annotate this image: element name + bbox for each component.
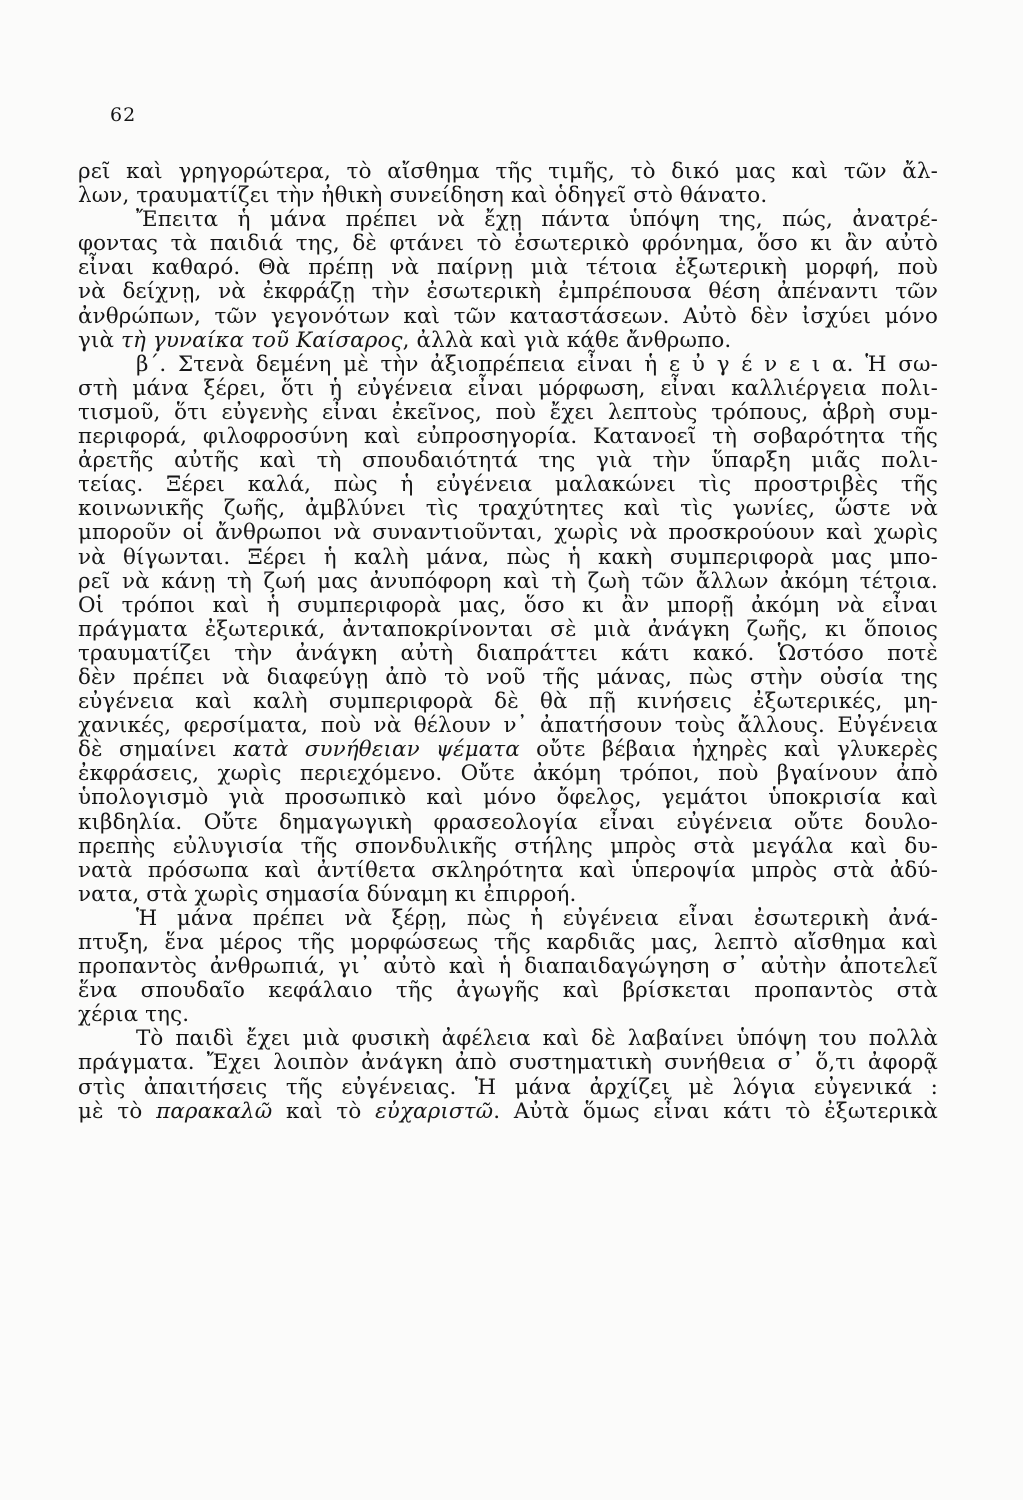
text-line: κοινωνικῆς ζωῆς, ἀμβλύνει τὶς τραχύτητες καὶ τὶς γωνίες, ὥστε νὰ xyxy=(78,496,938,522)
text-line: ἀρετῆς αὐτῆς καὶ τὴ σπουδαιότητά της γιὰ τὴν ὕπαρξη μιᾶς πολι- xyxy=(78,448,938,474)
text-line: πράγματα. Ἔχει λοιπὸν ἀνάγκη ἀπὸ συστηματικὴ συνήθεια σ᾽ ὅ,τι ἀφορᾷ xyxy=(78,1050,938,1076)
text-run: , ἀλλὰ καὶ γιὰ κάθε ἄνθρωπο. xyxy=(402,327,732,353)
text-run: δὲ σημαίνει xyxy=(78,737,234,763)
text-run: χανικές, φερσίματα, ποὺ νὰ θέλουν ν᾽ ἀπατήσουν τοὺς ἄλλους. Εὐγένεια xyxy=(78,713,938,739)
text-line: νατα, στὰ χωρὶς σημασία δύναμη κι ἐπιρροή. xyxy=(78,881,577,907)
text-line: πτυξη, ἕνα μέρος τῆς μορφώσεως τῆς καρδιᾶς μας, λεπτὸ αἴσθημα καὶ xyxy=(78,930,938,955)
text-line: πράγματα ἐξωτερικά, ἀνταποκρίνονται σὲ μιὰ ἀνάγκη ζωῆς, κι ὅποιος xyxy=(78,616,938,642)
italic-phrase: κατὰ συνήθειαν ψέματα xyxy=(233,737,520,763)
text-line: μποροῦν οἱ ἄνθρωποι νὰ συναντιοῦνται, χωρὶς νὰ προσκρούουν καὶ χωρὶς xyxy=(78,520,938,546)
text-line: τείας. Ξέρει καλά, πὼς ἡ εὐγένεια μαλακώνει τὶς προστριβὲς τῆς xyxy=(78,472,938,498)
text-line: ἕνα σπουδαῖο κεφάλαιο τῆς ἀγωγῆς καὶ βρίσκεται προπαντὸς στὰ xyxy=(78,978,938,1004)
text-line: φοντας τὰ παιδιά της, δὲ φτάνει τὸ ἐσωτερικὸ φρόνημα, ὅσο κι ἂν αὐτὸ xyxy=(78,231,938,257)
text-line: περιφορά, φιλοφροσύνη καὶ εὐπροσηγορία. Κατανοεῖ τὴ σοβαρότητα τῆς xyxy=(78,424,938,450)
text-line: νὰ θίγωνται. Ξέρει ἡ καλὴ μάνα, πὼς ἡ κακὴ συμπεριφορὰ μας μπο- xyxy=(78,544,938,570)
text-line xyxy=(78,329,938,353)
italic-phrase: εὐχαριστῶ xyxy=(375,1098,494,1124)
text-line: εἶναι καθαρό. Θὰ πρέπῃ νὰ παίρνῃ μιὰ τέτοια ἐξωτερικὴ μορφή, ποὺ xyxy=(78,255,938,281)
text-run: . Αὐτὰ ὅμως εἶναι κάτι τὸ ἐξωτερικὰ xyxy=(493,1098,939,1124)
text-line: χέρια της. xyxy=(78,1002,190,1028)
text-line: Οἱ τρόποι καὶ ἡ συμπεριφορὰ μας, ὅσο κι ἂν μπορῇ ἀκόμη νὰ εἶναι xyxy=(78,592,938,618)
text-line: νὰ δείχνῃ, νὰ ἐκφράζῃ τὴν ἐσωτερικὴ ἐμπρέπουσα θέση ἀπέναντι τῶν xyxy=(78,279,938,305)
text-line: ρεῖ καὶ γρηγορώτερα, τὸ αἴσθημα τῆς τιμῆς, τὸ δικό μας καὶ τῶν ἄλ- xyxy=(78,159,938,184)
text-line: Τὸ παιδὶ ἔχει μιὰ φυσικὴ ἀφέλεια καὶ δὲ λαβαίνει ὑπόψη του πολλὰ xyxy=(136,1026,938,1052)
text-line: κιβδηλία. Οὔτε δημαγωγικὴ φρασεολογία εἶναι εὐγένεια οὔτε δουλο- xyxy=(78,809,938,835)
text-line: στὴ μάνα ξέρει, ὅτι ἡ εὐγένεια εἶναι μόρφωση, εἶναι καλλιέργεια πολι- xyxy=(78,375,938,401)
body-text xyxy=(78,160,938,1124)
text-line: στὶς ἀπαιτήσεις τῆς εὐγένειας. Ἡ μάνα ἀρχίζει μὲ λόγια εὐγενικά : xyxy=(78,1074,938,1100)
text-line: β΄. Στενὰ δεμένη μὲ τὴν ἀξιοπρέπεια εἶναι ἡ ε ὐ γ έ ν ε ι α. Ἡ σω- xyxy=(136,351,938,377)
text-line: ρεῖ νὰ κάνῃ τὴ ζωή μας ἀνυπόφορη καὶ τὴ ζωὴ τῶν ἄλλων ἀκόμη τέτοια. xyxy=(78,568,938,594)
text-line xyxy=(78,738,938,762)
text-line xyxy=(78,714,938,738)
text-line: ἐκφράσεις, χωρὶς περιεχόμενο. Οὔτε ἀκόμη τρόποι, ποὺ βγαίνουν ἀπὸ xyxy=(78,761,938,787)
text-line: ἀνθρώπων, τῶν γεγονότων καὶ τῶν καταστάσεων. Αὐτὸ δὲν ἰσχύει μόνο xyxy=(78,303,938,329)
text-line: νατὰ πρόσωπα καὶ ἀντίθετα σκληρότητα καὶ ὑπεροψία μπρὸς στὰ ἀδύ- xyxy=(78,857,938,883)
text-line: τραυματίζει τὴν ἀνάγκη αὐτὴ διαπράττει κάτι κακό. Ὡστόσο ποτὲ xyxy=(78,640,938,666)
text-line: πρεπὴς εὐλυγισία τῆς σπονδυλικῆς στήλης μπρὸς στὰ μεγάλα καὶ δυ- xyxy=(78,833,938,859)
text-run: οὔτε βέβαια ἠχηρὲς καὶ γλυκερὲς xyxy=(519,737,938,763)
text-line: Ἡ μάνα πρέπει νὰ ξέρῃ, πὼς ἡ εὐγένεια εἶναι ἐσωτερικὴ ἀνά- xyxy=(136,905,938,931)
text-line: Ἔπειτα ἡ μάνα πρέπει νὰ ἔχῃ πάντα ὑπόψη της, πώς, ἀνατρέ- xyxy=(136,207,938,233)
text-line: δὲν πρέπει νὰ διαφεύγῃ ἀπὸ τὸ νοῦ τῆς μάνας, πὼς στὴν οὐσία της xyxy=(78,664,938,690)
text-run: μὲ τὸ xyxy=(78,1098,157,1124)
page-number: 62 xyxy=(110,104,137,126)
italic-phrase: τὴ γυναίκα τοῦ Καίσαρος xyxy=(121,327,403,353)
text-line: λων, τραυματίζει τὴν ἠθικὴ συνείδηση καὶ ὁδηγεῖ στὸ θάνατο. xyxy=(78,183,768,209)
text-line xyxy=(78,1100,938,1124)
text-line: προπαντὸς ἀνθρωπιά, γι᾽ αὐτὸ καὶ ἡ διαπαιδαγώγηση σ᾽ αὐτὴν ἀποτελεῖ xyxy=(78,954,938,980)
text-run: καὶ τὸ xyxy=(272,1098,376,1124)
italic-phrase: παρακαλῶ xyxy=(156,1098,273,1124)
text-line: τισμοῦ, ὅτι εὐγενὴς εἶναι ἐκεῖνος, ποὺ ἔχει λεπτοὺς τρόπους, ἁβρὴ συμ- xyxy=(78,399,938,425)
text-line: ὑπολογισμὸ γιὰ προσωπικὸ καὶ μόνο ὄφελος, γεμάτοι ὑποκρισία καὶ xyxy=(78,785,938,811)
text-run: γιὰ xyxy=(78,327,122,353)
text-line: εὐγένεια καὶ καλὴ συμπεριφορὰ δὲ θὰ πῇ κινήσεις ἐξωτερικές, μη- xyxy=(78,689,938,715)
